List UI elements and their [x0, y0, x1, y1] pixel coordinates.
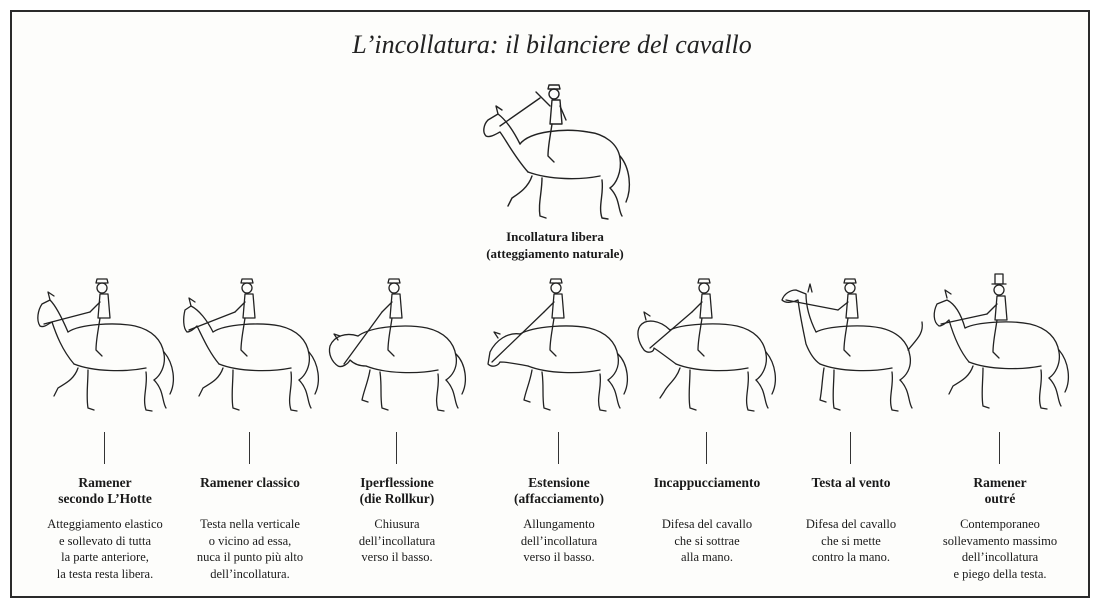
position-name-line: Testa al vento [811, 475, 891, 490]
horse-rider-illustration [632, 270, 782, 420]
position-name [165, 475, 335, 491]
position-incappucciamento [632, 270, 782, 590]
position-name-line: Incappucciamento [653, 475, 761, 490]
position-description-line: dell’incollatura [961, 550, 1039, 564]
position-description-line: sollevamento massimo [942, 533, 1058, 548]
position-name [915, 475, 1085, 507]
position-description-line: che si sottrae [674, 533, 740, 548]
position-description-line: nuca il punto più alto [196, 550, 304, 564]
position-description-line: Testa nella verticale [200, 517, 300, 531]
position-testa-al-vento [776, 270, 926, 590]
position-description-line: che si mette [821, 533, 881, 548]
position-description-line: alla mano. [680, 550, 734, 564]
connector-line [706, 432, 707, 464]
position-name-line: Iperflessione [360, 475, 434, 490]
position-description-line: verso il basso. [523, 550, 595, 564]
position-description-line: la parte anteriore, [61, 550, 149, 564]
position-description-line: e sollevato di tutta [59, 533, 151, 548]
position-name-line: Ramener classico [200, 475, 300, 490]
free-neck-label-line: (atteggiamento naturale) [486, 246, 624, 261]
position-name-line: (affacciamento) [514, 491, 604, 506]
position-name-line: (die Rollkur) [359, 491, 435, 506]
page-title: L’incollatura: il bilanciere del cavallo [352, 30, 752, 59]
position-description-line: contro la mano. [811, 550, 891, 564]
free-neck-label-line: Incollatura libera [506, 229, 604, 244]
position-ramener-lhotte [30, 270, 180, 590]
connector-line [999, 432, 1000, 464]
position-name [766, 475, 936, 491]
connector-line [249, 432, 250, 464]
horse-rider-illustration [925, 270, 1075, 420]
position-description-line: Atteggiamento elastico [47, 517, 163, 531]
position-description-line: o vicino ad essa, [208, 533, 292, 548]
free-neck-label [430, 228, 680, 262]
position-estensione [484, 270, 634, 590]
position-name-line: secondo L’Hotte [58, 491, 152, 506]
connector-line [396, 432, 397, 464]
position-name-line: Estensione [528, 475, 590, 490]
position-description-line: la testa resta libera. [56, 566, 154, 581]
position-description-line: Chiusura [374, 517, 420, 531]
horse-rider-illustration-free-neck [470, 76, 640, 226]
connector-line [558, 432, 559, 464]
position-name-line: Ramener [78, 475, 132, 490]
horse-rider-illustration [175, 270, 325, 420]
connector-line [850, 432, 851, 464]
horse-rider-illustration [30, 270, 180, 420]
position-description [910, 516, 1090, 582]
position-description-line: Allungamento [523, 517, 595, 531]
position-description-line: Difesa del cavallo [661, 517, 753, 531]
position-name [312, 475, 482, 507]
position-name-line: Ramener [973, 475, 1027, 490]
horse-rider-illustration [322, 270, 472, 420]
position-iperflessione [322, 270, 472, 590]
position-description-line: verso il basso. [361, 550, 433, 564]
connector-line [104, 432, 105, 464]
position-ramener-classico [175, 270, 325, 590]
position-ramener-outre [925, 270, 1075, 590]
position-name-line: outré [984, 491, 1016, 506]
position-description-line: dell’incollatura [358, 533, 436, 548]
position-description-line: Contemporaneo [960, 517, 1040, 531]
horse-rider-illustration [484, 270, 634, 420]
position-description-line: Difesa del cavallo [805, 517, 897, 531]
position-description [307, 516, 487, 566]
position-description-line: e piego della testa. [953, 566, 1047, 581]
position-name [474, 475, 644, 507]
position-description-line: dell’incollatura [520, 533, 598, 548]
horse-rider-illustration [776, 270, 926, 420]
position-description-line: dell’incollatura. [210, 566, 290, 581]
